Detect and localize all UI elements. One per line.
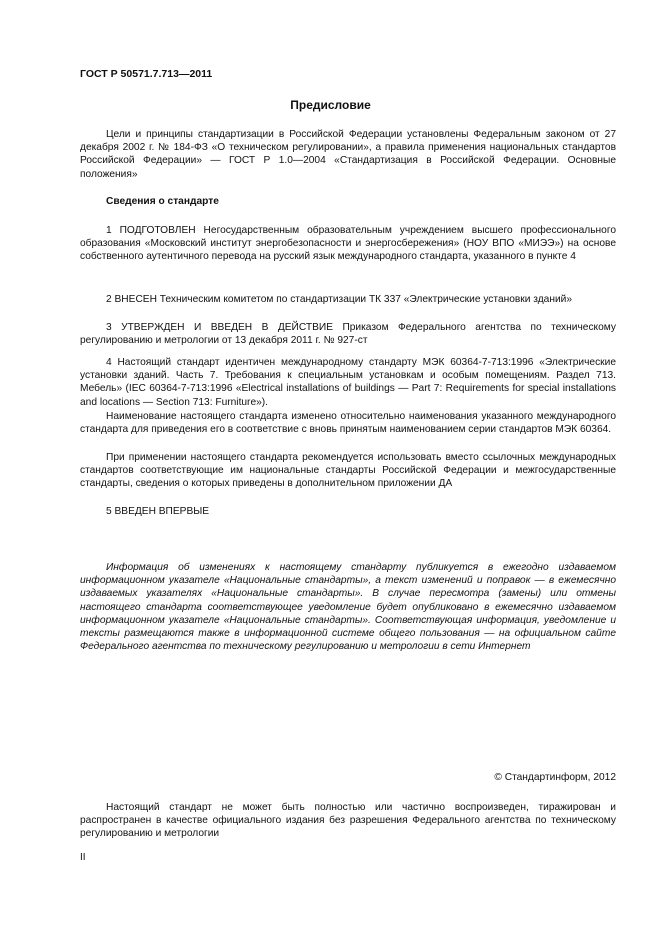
document-code: ГОСТ Р 50571.7.713—2011 — [80, 68, 213, 80]
item-4-name-change: Наименование настоящего стандарта изменено относительно наименования указанного международного стандарта для приведения его в соответствие с вновь принятым наименованием серии стандартов МЭК 60364. — [80, 411, 616, 436]
amendment-notice: Информация об изменениях к настоящему стандарту публикуется в ежегодно издаваемом информационном указателе «Национальные стандарты», а текст изменений и поправок — в ежемесячно издаваемых указателях «Национальные стандарты». В случае пересмотра (замены) или отмены настоящего стандарта соответствующее уведомление будет опубликовано в ежемесячно издаваемом информационном указателе «Национальные стандарты». Соответствующая информация, уведомление и тексты размещаются также в информационной системе общего пользования — на официальном сайте Федерального агентства по техническому регулированию и метрологии в сети Интернет — [80, 562, 616, 653]
item-2-introduced: 2 ВНЕСЕН Техническим комитетом по стандартизации ТК 337 «Электрические установки зданий» — [106, 294, 573, 305]
page-title: Предисловие — [290, 98, 371, 112]
item-4-references: При применении настоящего стандарта рекомендуется использовать вместо ссылочных международных стандартов соответствующие им национальные стандарты Российской Федерации и межгосударственные стандарты, сведения о которых приведены в дополнительном приложении ДА — [80, 452, 616, 490]
item-5-first-introduced: 5 ВВЕДЕН ВПЕРВЫЕ — [106, 506, 210, 517]
item-1-prepared: 1 ПОДГОТОВЛЕН Негосударственным образовательным учреждением высшего профессионального образования «Московский институт энергобезопасности и энергосбережения» (НОУ ВПО «МИЭЭ») на основе собственного аутентичного перевода на русский язык международного стандарта, указанного в пункте 4 — [80, 225, 616, 263]
copyright: © Стандартинформ, 2012 — [494, 772, 616, 783]
section-title: Сведения о стандарте — [106, 196, 219, 207]
item-3-approved: 3 УТВЕРЖДЕН И ВВЕДЕН В ДЕЙСТВИЕ Приказом Федерального агентства по техническому регулированию и метрологии от 13 декабря 2011 г. № 927-ст — [80, 322, 616, 347]
page-number: II — [80, 852, 86, 863]
intro-paragraph: Цели и принципы стандартизации в Российской Федерации установлены Федеральным законом от 27 декабря 2002 г. № 184-ФЗ «О техническом регулировании», а правила применения национальных стандартов Российской Федерации» — ГОСТ Р 1.0—2004 «Стандартизация в Российской Федерации. Основные положения» — [80, 129, 616, 180]
rights-notice: Настоящий стандарт не может быть полностью или частично воспроизведен, тиражирован и распространен в качестве официального издания без разрешения Федерального агентства по техническому регулированию и метрологии — [80, 802, 616, 840]
item-4-identity: 4 Настоящий стандарт идентичен международному стандарту МЭК 60364-7-713:1996 «Электрические установки зданий. Часть 7. Требования к специальным установкам и особым помещениям. Раздел 713. Мебель» (IEC 60364-7-713:1996 «Electrical installations of buildings — Part 7: Requirements for special installations and locations — Section 713: Furniture»). — [80, 357, 616, 408]
